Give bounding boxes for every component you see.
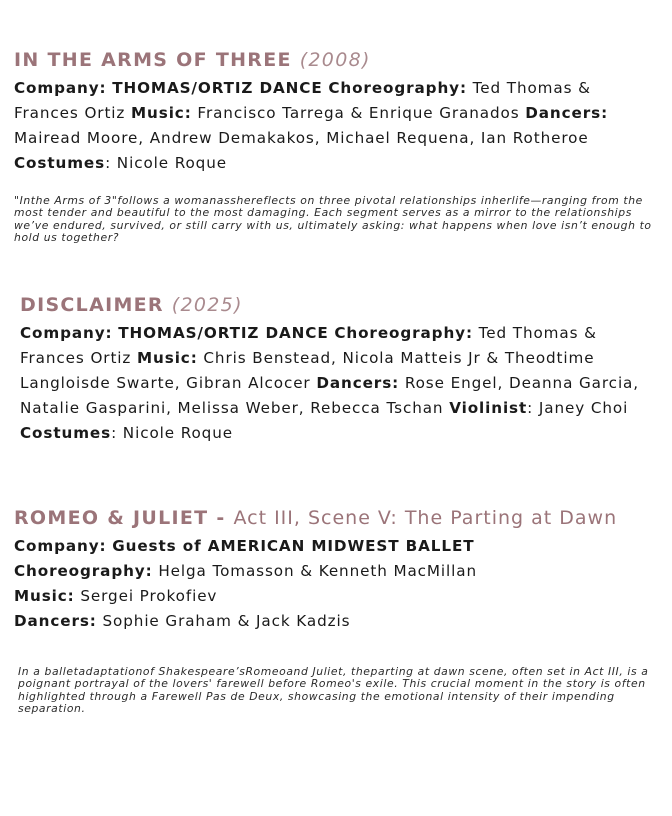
music-label: Music: — [137, 349, 198, 367]
company-label: Company: — [14, 79, 107, 97]
choreography-value: Helga Tomasson & Kenneth MacMillan — [158, 562, 478, 580]
music-value: Sergei Prokofiev — [80, 587, 218, 605]
subtitle-text: Act III, Scene V: The Parting at Dawn — [233, 507, 618, 529]
dancers-label: Dancers: — [316, 374, 400, 392]
section-disclaimer — [20, 294, 660, 446]
company-name: THOMAS/ORTIZ DANCE — [118, 324, 329, 342]
title-text: IN THE ARMS OF THREE — [14, 49, 292, 71]
costumes-value: : Nicole Roque — [105, 154, 227, 172]
costumes-value: : Nicole Roque — [111, 424, 233, 442]
company-name: Guests of AMERICAN MIDWEST BALLET — [112, 537, 475, 555]
violinist-value: : Janey Choi — [527, 399, 629, 417]
costumes-label: Costumes — [14, 154, 106, 172]
costumes-label: Costumes — [20, 424, 112, 442]
dancers-line — [14, 609, 664, 634]
year-text: (2008) — [299, 49, 371, 71]
violinist-label: Violinist — [449, 399, 528, 417]
section-in-the-arms-of-three — [14, 49, 654, 176]
music-value: Francisco Tarrega & Enrique Granados — [197, 104, 520, 122]
dancers-label: Dancers: — [525, 104, 609, 122]
credits — [20, 321, 660, 446]
music-label: Music: — [131, 104, 192, 122]
choreography-label: Choreography: — [334, 324, 473, 342]
credits — [14, 534, 664, 634]
company-label: Company: — [20, 324, 113, 342]
credits — [14, 76, 654, 176]
company-label: Company: — [14, 537, 107, 555]
choreography-value: Ted Thomas & Frances Ortiz — [20, 324, 597, 367]
year-text: (2025) — [171, 294, 243, 316]
dancers-value: Rose Engel, Deanna Garcia, Natalie Gasparini, Melissa Weber, Rebecca Tschan — [20, 374, 639, 417]
title-text: ROMEO & JULIET - — [14, 507, 226, 529]
section-description: In a balletadaptationof Shakespeare’sRomeoand Juliet, theparting at dawn scene, often set in Act III, is a poignant portrayal of the lovers' farewell before Romeo's exile. This crucial moment in the story is often highlighted through a Farewell Pas de Deux, showcasing the emotional intensity of their impending separation. — [18, 665, 649, 716]
choreography-label: Choreography: — [328, 79, 467, 97]
section-title — [14, 507, 664, 529]
dancers-value: Sophie Graham & Jack Kadzis — [102, 612, 351, 630]
section-description: "Inthe Arms of 3"follows a womanasshereflects on three pivotal relationships inherlife—ranging from the most tender and beautiful to the most damaging. Each segment serves as a mirror to the relationships we’ve endured, survived, or still carry with us, ultimately asking: what happens when love isn’t enough to hold us together? — [14, 194, 652, 245]
dancers-label: Dancers: — [14, 612, 97, 630]
music-line — [14, 584, 664, 609]
company-line — [14, 534, 664, 559]
music-label: Music: — [14, 587, 75, 605]
choreography-label: Choreography: — [14, 562, 153, 580]
choreography-value: Ted Thomas & Frances Ortiz — [14, 79, 591, 122]
title-text: DISCLAIMER — [20, 294, 164, 316]
section-title — [20, 294, 660, 316]
company-name: THOMAS/ORTIZ DANCE — [112, 79, 323, 97]
music-value: Chris Benstead, Nicola Matteis Jr & Theodtime Langloisde Swarte, Gibran Alcocer — [20, 349, 595, 392]
choreography-line — [14, 559, 664, 584]
section-romeo-and-juliet — [14, 507, 664, 634]
dancers-value: Mairead Moore, Andrew Demakakos, Michael Requena, Ian Rotheroe — [14, 129, 589, 147]
section-title — [14, 49, 654, 71]
